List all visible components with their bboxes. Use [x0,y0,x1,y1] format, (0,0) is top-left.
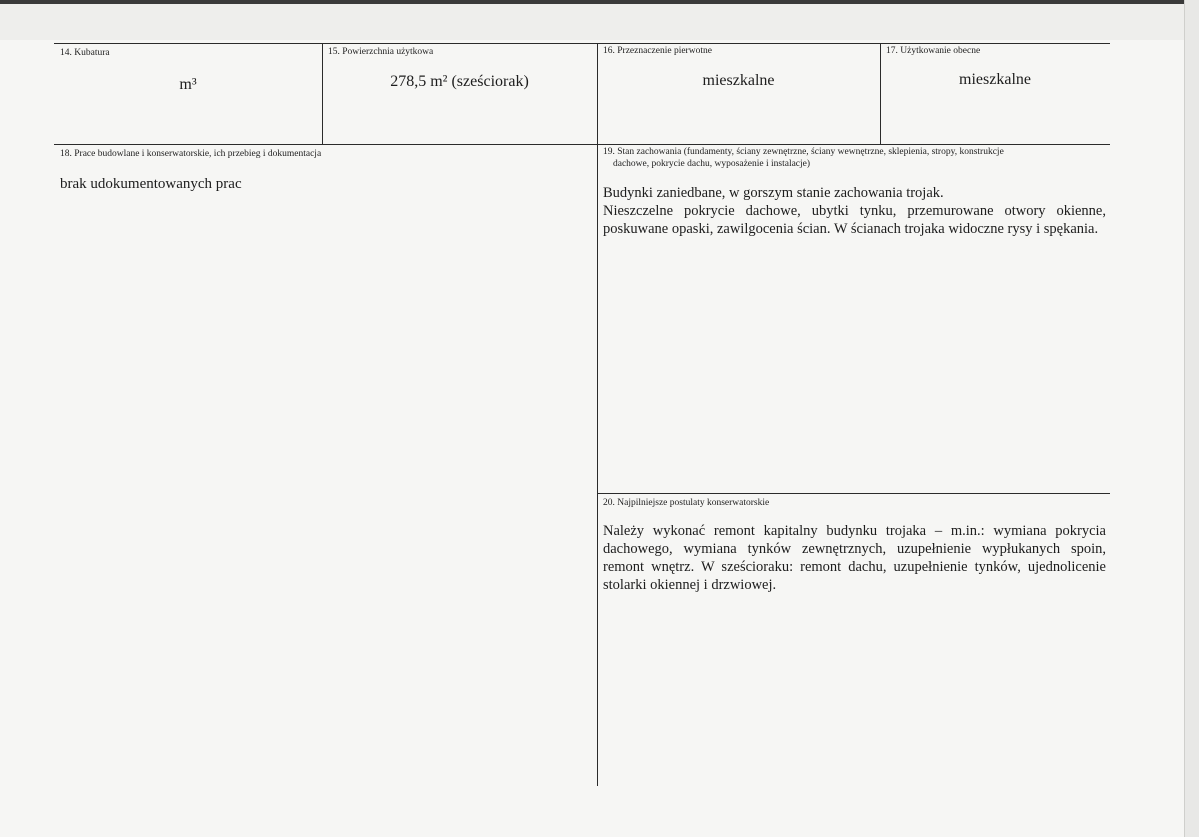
kubatura-value: m³ [179,76,197,93]
postulaty-paragraph: Należy wykonać remont kapitalny budynku trojaka – m.in.: wymiana pokrycia dachowego, wymiana tynków zewnętrznych, uzupełnienie wypłukanych spoin, remont wnętrz. W sześcioraku: remont dachu, uzupełnienie tynków, ujednolicenie stolarki okiennej i drzwiowej. [603,523,1106,593]
powierzchnia-value: 278,5 m² (sześciorak) [390,73,529,90]
powierzchnia-label: 15. Powierzchnia użytkowa [328,47,434,57]
stan-label-line1: 19. Stan zachowania (fundamenty, ściany zewnętrzne, ściany wewnętrzne, sklepienia, stropy, konstrukcje [603,147,1004,157]
scan-right-edge [1184,0,1199,837]
col-divider-3 [880,43,881,144]
row-divider [54,144,1110,145]
top-rule [54,43,1110,44]
stan-paragraph-1: Budynki zaniedbane, w gorszym stanie zachowania trojak. [603,185,944,201]
prace-label: 18. Prace budowlane i konserwatorskie, ich przebieg i dokumentacja [60,149,322,159]
stan-label-line2: dachowe, pokrycie dachu, wyposażenie i instalacje) [613,159,811,169]
section-20-divider [597,493,1110,494]
kubatura-label: 14. Kubatura [60,48,110,58]
przeznaczenie-label: 16. Przeznaczenie pierwotne [603,46,712,56]
uzytkowanie-label: 17. Użytkowanie obecne [886,46,981,56]
stan-paragraph-2: Nieszczelne pokrycie dachowe, ubytki tynku, przemurowane otwory okienne, poskuwane opaski, zawilgocenia ścian. W ścianach trojaka widoczne rysy i spękania. [603,203,1106,237]
prace-value: brak udokumentowanych prac [60,176,242,192]
scan-top-margin [0,4,1199,40]
col-divider-1 [322,43,323,144]
uzytkowanie-value: mieszkalne [959,71,1031,88]
przeznaczenie-value: mieszkalne [702,72,775,89]
col-divider-2 [597,43,598,786]
postulaty-label: 20. Najpilniejsze postulaty konserwatorskie [603,498,770,508]
